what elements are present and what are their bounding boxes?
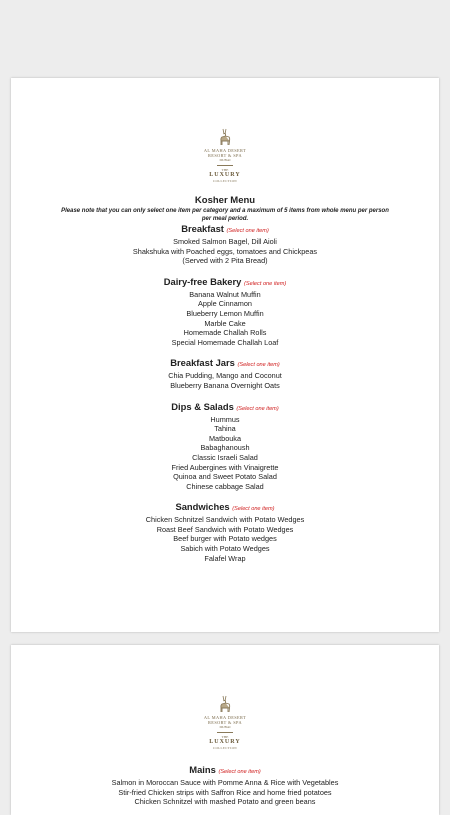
- menu-item: Salmon in Moroccan Sauce with Pomme Anna & Rice with Vegetables: [111, 778, 339, 787]
- section-heading: [11, 764, 439, 778]
- menu-item: Blueberry Banana Overnight Oats: [170, 380, 280, 390]
- menu-item: Apple Cinnamon: [198, 299, 252, 309]
- menu-item: Matbouka: [208, 433, 242, 443]
- menu-page-1: [11, 78, 439, 632]
- logo-text-2: RESORT & SPA: [208, 720, 242, 725]
- menu-item: (Served with 2 Pita Bread): [182, 256, 268, 266]
- menu-item: Marble Cake: [204, 318, 246, 328]
- menu-item: Hummus: [210, 414, 240, 424]
- menu-item: Chicken Schnitzel Sandwich with Potato Wedges: [145, 515, 305, 525]
- logo-text-1: AL MAHA DESERT: [203, 148, 247, 153]
- menu-item: Blueberry Lemon Muffin: [186, 308, 264, 318]
- logo-text-3: DUBAI: [219, 725, 231, 729]
- section-title: Dairy-free Bakery: [163, 275, 242, 287]
- antelope-logo-icon: [217, 695, 233, 715]
- hotel-logo: [185, 78, 265, 183]
- menu-item: Fried Aubergines with Vinaigrette: [171, 462, 279, 472]
- menu-item: Beef burger with Potato wedges: [173, 534, 277, 544]
- menu-item: Stir-fried Chicken strips with Saffron Rice and home fried potatoes: [118, 787, 332, 797]
- section-sandwiches: [11, 501, 439, 563]
- logo-text-6: COLLECTION: [212, 179, 237, 183]
- section-title: Breakfast Jars: [170, 357, 235, 369]
- section-title: Dips & Salads: [171, 400, 234, 412]
- section-title: Sandwiches: [175, 501, 230, 513]
- section-dairy-free-bakery: [11, 276, 439, 348]
- section-dips-salads: [11, 401, 439, 492]
- antelope-logo-icon: [217, 128, 233, 148]
- menu-note: Please note that you can only select one item per category and a maximum of 5 items from whole menu per person per meal period.: [61, 208, 389, 222]
- section-breakfast-jars: [11, 357, 439, 390]
- section-heading: [11, 276, 439, 290]
- logo-text-4: THE: [221, 735, 229, 739]
- section-title: Mains: [189, 764, 216, 775]
- menu-item: Tahina: [214, 424, 236, 434]
- logo-text-1: AL MAHA DESERT: [203, 715, 247, 720]
- menu-item: Special Homemade Challah Loaf: [171, 337, 279, 347]
- section-breakfast: [11, 223, 439, 266]
- section-heading: [11, 401, 439, 415]
- select-note: (Select one item): [218, 769, 261, 775]
- menu-item: Smoked Salmon Bagel, Dill Aioli: [173, 237, 277, 246]
- logo-text-2: RESORT & SPA: [208, 153, 242, 158]
- logo-divider: [217, 732, 233, 733]
- logo-text-6: COLLECTION: [212, 746, 237, 750]
- menu-page-2: [11, 645, 439, 815]
- select-note: (Select one item): [236, 405, 279, 412]
- menu-item: Quinoa and Sweet Potato Salad: [173, 472, 277, 482]
- select-note: (Select one item): [226, 228, 269, 234]
- menu-item: Chinese cabbage Salad: [186, 481, 264, 491]
- menu-item: Shakshuka with Poached eggs, tomatoes and Chickpeas: [132, 246, 318, 256]
- logo-text-3: DUBAI: [219, 158, 231, 162]
- menu-item: Chicken Schnitzel with mashed Potato and green beans: [134, 797, 316, 807]
- logo-text-4: THE: [221, 168, 229, 172]
- menu-item: Classic Israeli Salad: [192, 452, 258, 462]
- menu-item: Banana Walnut Muffin: [189, 289, 261, 299]
- logo-text-5: LUXURY: [209, 739, 241, 745]
- menu-item: Babaghanoush: [200, 443, 250, 453]
- menu-item: Chia Pudding, Mango and Coconut: [168, 371, 282, 381]
- hotel-logo: [185, 645, 265, 750]
- logo-divider: [217, 165, 233, 166]
- select-note: (Select one item): [243, 280, 287, 287]
- select-note: (Select one item): [237, 362, 280, 369]
- section-title: Breakfast: [181, 223, 224, 234]
- menu-item: Falafel Wrap: [204, 553, 246, 563]
- select-note: (Select one item): [232, 506, 275, 513]
- menu-item: Sabich with Potato Wedges: [180, 544, 270, 554]
- section-heading: [11, 223, 439, 237]
- section-heading: [11, 501, 439, 515]
- menu-item: Roast Beef Sandwich with Potato Wedges: [156, 524, 294, 534]
- logo-text-5: LUXURY: [209, 172, 241, 178]
- section-mains: [11, 764, 439, 807]
- section-heading: [11, 357, 439, 371]
- page-title: Kosher Menu: [194, 195, 256, 206]
- menu-item: Homemade Challah Rolls: [183, 328, 267, 338]
